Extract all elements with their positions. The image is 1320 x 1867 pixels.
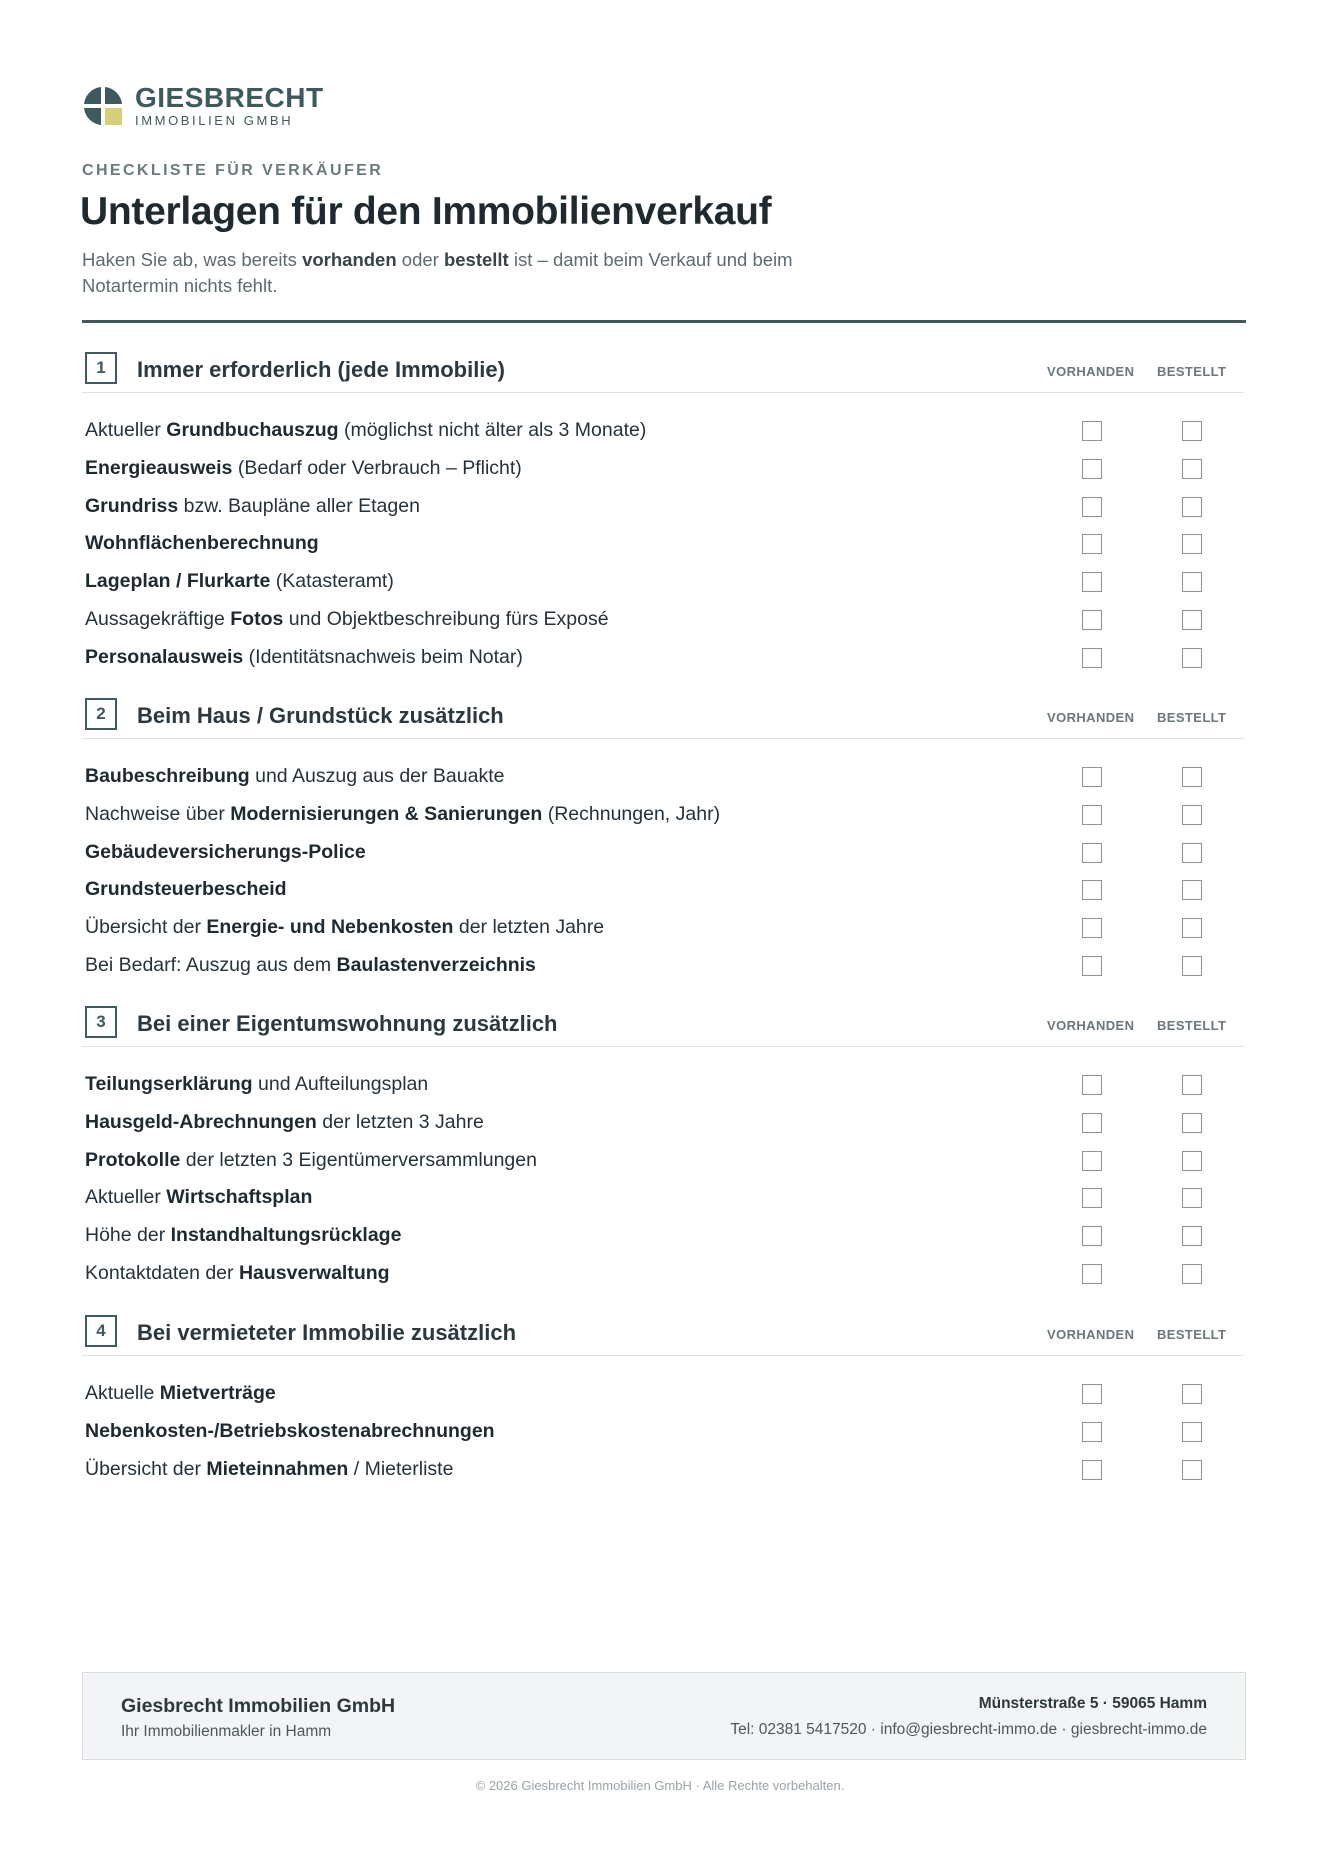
checkbox-bestellt[interactable] [1182, 1226, 1202, 1246]
checkbox-bestellt[interactable] [1182, 1264, 1202, 1284]
checklist-item [82, 529, 1244, 559]
section-header [82, 698, 1244, 739]
item-label: Teilungserklärung und Aufteilungsplan [85, 1073, 429, 1095]
section-3 [82, 1006, 1244, 1284]
checkbox-bestellt[interactable] [1182, 1188, 1202, 1208]
checklist-item [82, 762, 1244, 792]
checkbox-vorhanden[interactable] [1082, 1075, 1102, 1095]
item-label: Gebäudeversicherungs-Police [85, 840, 366, 863]
checkbox-vorhanden[interactable] [1082, 956, 1102, 976]
checklist-item [82, 1417, 1244, 1447]
checkbox-vorhanden[interactable] [1082, 918, 1102, 938]
section-header [82, 1006, 1244, 1047]
checkbox-vorhanden[interactable] [1082, 1113, 1102, 1133]
item-label: Nebenkosten-/Betriebskostenabrechnungen [85, 1419, 495, 1442]
checklist-item [82, 1146, 1244, 1176]
copyright-note: © 2026 Giesbrecht Immobilien GmbH · Alle Rechte vorbehalten. [475, 1778, 845, 1793]
section-title: Bei vermieteter Immobilie zusätzlich [137, 1320, 517, 1345]
checklist-item [82, 492, 1244, 522]
section-title: Beim Haus / Grundstück zusätzlich [137, 703, 504, 728]
checkbox-vorhanden[interactable] [1082, 572, 1102, 592]
page-title: Unterlagen für den Immobilienverkauf [80, 190, 772, 233]
checkbox-vorhanden[interactable] [1082, 767, 1102, 787]
checklist-item [82, 454, 1244, 484]
item-label: Aktuelle Mietverträge [85, 1382, 276, 1404]
checklist-item [82, 567, 1244, 597]
checkbox-vorhanden[interactable] [1082, 1460, 1102, 1480]
checkbox-vorhanden[interactable] [1082, 1226, 1102, 1246]
section-number: 4 [85, 1315, 117, 1347]
section-4 [82, 1315, 1244, 1480]
column-label-bestellt: BESTELLT [1157, 710, 1227, 725]
item-label: Lageplan / Flurkarte (Katasteramt) [85, 570, 394, 593]
section-header [82, 1315, 1244, 1356]
item-label: Protokolle der letzten 3 Eigentümerversammlungen [85, 1148, 537, 1171]
checkbox-bestellt[interactable] [1182, 767, 1202, 787]
intro-text: Haken Sie ab, was bereits vorhanden oder bestellt ist – damit beim Verkauf und beim Notartermin nichts fehlt. [82, 249, 793, 296]
checklist-item [82, 951, 1244, 981]
checklist-item [82, 1379, 1244, 1409]
checklist-item [82, 1108, 1244, 1138]
column-label-bestellt: BESTELLT [1157, 1327, 1227, 1342]
checklist-item [82, 416, 1244, 446]
checkbox-bestellt[interactable] [1182, 497, 1202, 517]
logo-subtitle: IMMOBILIEN GMBH [135, 113, 294, 128]
section-header [82, 352, 1244, 393]
column-label-vorhanden: VORHANDEN [1047, 1327, 1135, 1342]
checkbox-bestellt[interactable] [1182, 1422, 1202, 1442]
section-number: 2 [85, 698, 117, 730]
checkbox-bestellt[interactable] [1182, 1113, 1202, 1133]
checklist-item [82, 1259, 1244, 1289]
section-title: Bei einer Eigentumswohnung zusätzlich [137, 1011, 558, 1036]
company-logo [82, 84, 324, 127]
footer-contact: Tel: 02381 5417520 · info@giesbrecht-immo.de · giesbrecht-immo.de [730, 1721, 1207, 1738]
checkbox-vorhanden[interactable] [1082, 880, 1102, 900]
column-label-vorhanden: VORHANDEN [1047, 710, 1135, 725]
checkbox-bestellt[interactable] [1182, 805, 1202, 825]
checkbox-vorhanden[interactable] [1082, 648, 1102, 668]
section-title: Immer erforderlich (jede Immobilie) [137, 357, 505, 382]
item-label: Energieausweis (Bedarf oder Verbrauch – Pflicht) [85, 456, 522, 479]
item-label: Aktueller Wirtschaftsplan [85, 1186, 313, 1209]
checkbox-bestellt[interactable] [1182, 956, 1202, 976]
checkbox-vorhanden[interactable] [1082, 421, 1102, 441]
item-label: Wohnflächenberechnung [85, 532, 319, 555]
section-1 [82, 352, 1244, 668]
checklist-item [82, 643, 1244, 673]
item-label: Übersicht der Energie- und Nebenkosten der letzten Jahre [85, 916, 605, 939]
section-2 [82, 698, 1244, 976]
checkbox-vorhanden[interactable] [1082, 534, 1102, 554]
checkbox-bestellt[interactable] [1182, 918, 1202, 938]
checkbox-bestellt[interactable] [1182, 421, 1202, 441]
checklist-item [82, 1455, 1244, 1485]
checkbox-bestellt[interactable] [1182, 880, 1202, 900]
footer-box [82, 1672, 1246, 1760]
checkbox-vorhanden[interactable] [1082, 1264, 1102, 1284]
checkbox-vorhanden[interactable] [1082, 1188, 1102, 1208]
column-label-vorhanden: VORHANDEN [1047, 364, 1135, 379]
checkbox-vorhanden[interactable] [1082, 497, 1102, 517]
checkbox-vorhanden[interactable] [1082, 805, 1102, 825]
checklist-item [82, 875, 1244, 905]
item-label: Bei Bedarf: Auszug aus dem Baulastenverzeichnis [85, 954, 536, 976]
column-label-bestellt: BESTELLT [1157, 1018, 1227, 1033]
checklist-item [82, 1221, 1244, 1251]
checkbox-vorhanden[interactable] [1082, 459, 1102, 479]
column-label-bestellt: BESTELLT [1157, 364, 1227, 379]
checklist-item [82, 1070, 1244, 1100]
checkbox-vorhanden[interactable] [1082, 843, 1102, 863]
logo-mark-icon [82, 85, 124, 127]
footer-address: Münsterstraße 5 · 59065 Hamm [978, 1695, 1207, 1712]
item-label: Baubeschreibung und Auszug aus der Bauakte [85, 765, 505, 787]
item-label: Hausgeld-Abrechnungen der letzten 3 Jahre [85, 1110, 484, 1133]
footer-company: Giesbrecht Immobilien GmbH [121, 1695, 396, 1717]
checkbox-bestellt[interactable] [1182, 459, 1202, 479]
column-label-vorhanden: VORHANDEN [1047, 1018, 1135, 1033]
item-label: Nachweise über Modernisierungen & Sanierungen (Rechnungen, Jahr) [85, 802, 721, 825]
footer-tagline: Ihr Immobilienmakler in Hamm [121, 1723, 332, 1740]
checkbox-bestellt[interactable] [1182, 534, 1202, 554]
checkbox-bestellt[interactable] [1182, 1075, 1202, 1095]
checklist-item [82, 1183, 1244, 1213]
checklist-item [82, 838, 1244, 868]
checklist-item [82, 913, 1244, 943]
checkbox-bestellt[interactable] [1182, 572, 1202, 592]
checkbox-vorhanden[interactable] [1082, 1151, 1102, 1171]
item-label: Grundriss bzw. Baupläne aller Etagen [85, 494, 420, 517]
checkbox-bestellt[interactable] [1182, 843, 1202, 863]
item-label: Aktueller Grundbuchauszug (möglichst nicht älter als 3 Monate) [85, 419, 647, 441]
document-kicker: CHECKLISTE FÜR VERKÄUFER [82, 162, 384, 179]
item-label: Höhe der Instandhaltungsrücklage [85, 1224, 402, 1247]
checklist-item [82, 605, 1244, 635]
checkbox-vorhanden[interactable] [1082, 610, 1102, 630]
item-label: Aussagekräftige Fotos und Objektbeschreibung fürs Exposé [85, 608, 609, 630]
checkbox-vorhanden[interactable] [1082, 1384, 1102, 1404]
checkbox-bestellt[interactable] [1182, 648, 1202, 668]
checkbox-bestellt[interactable] [1182, 1151, 1202, 1171]
checkbox-bestellt[interactable] [1182, 610, 1202, 630]
item-label: Personalausweis (Identitätsnachweis beim Notar) [85, 645, 523, 668]
logo-name: GIESBRECHT [135, 82, 324, 113]
item-label: Kontaktdaten der Hausverwaltung [85, 1262, 390, 1284]
checkbox-bestellt[interactable] [1182, 1384, 1202, 1404]
item-label: Grundsteuerbescheid [85, 878, 287, 901]
section-number: 1 [85, 352, 117, 384]
header-divider [82, 320, 1246, 323]
section-number: 3 [85, 1006, 117, 1038]
checkbox-bestellt[interactable] [1182, 1460, 1202, 1480]
checkbox-vorhanden[interactable] [1082, 1422, 1102, 1442]
item-label: Übersicht der Mieteinnahmen / Mieterliste [85, 1457, 454, 1480]
checklist-item [82, 800, 1244, 830]
